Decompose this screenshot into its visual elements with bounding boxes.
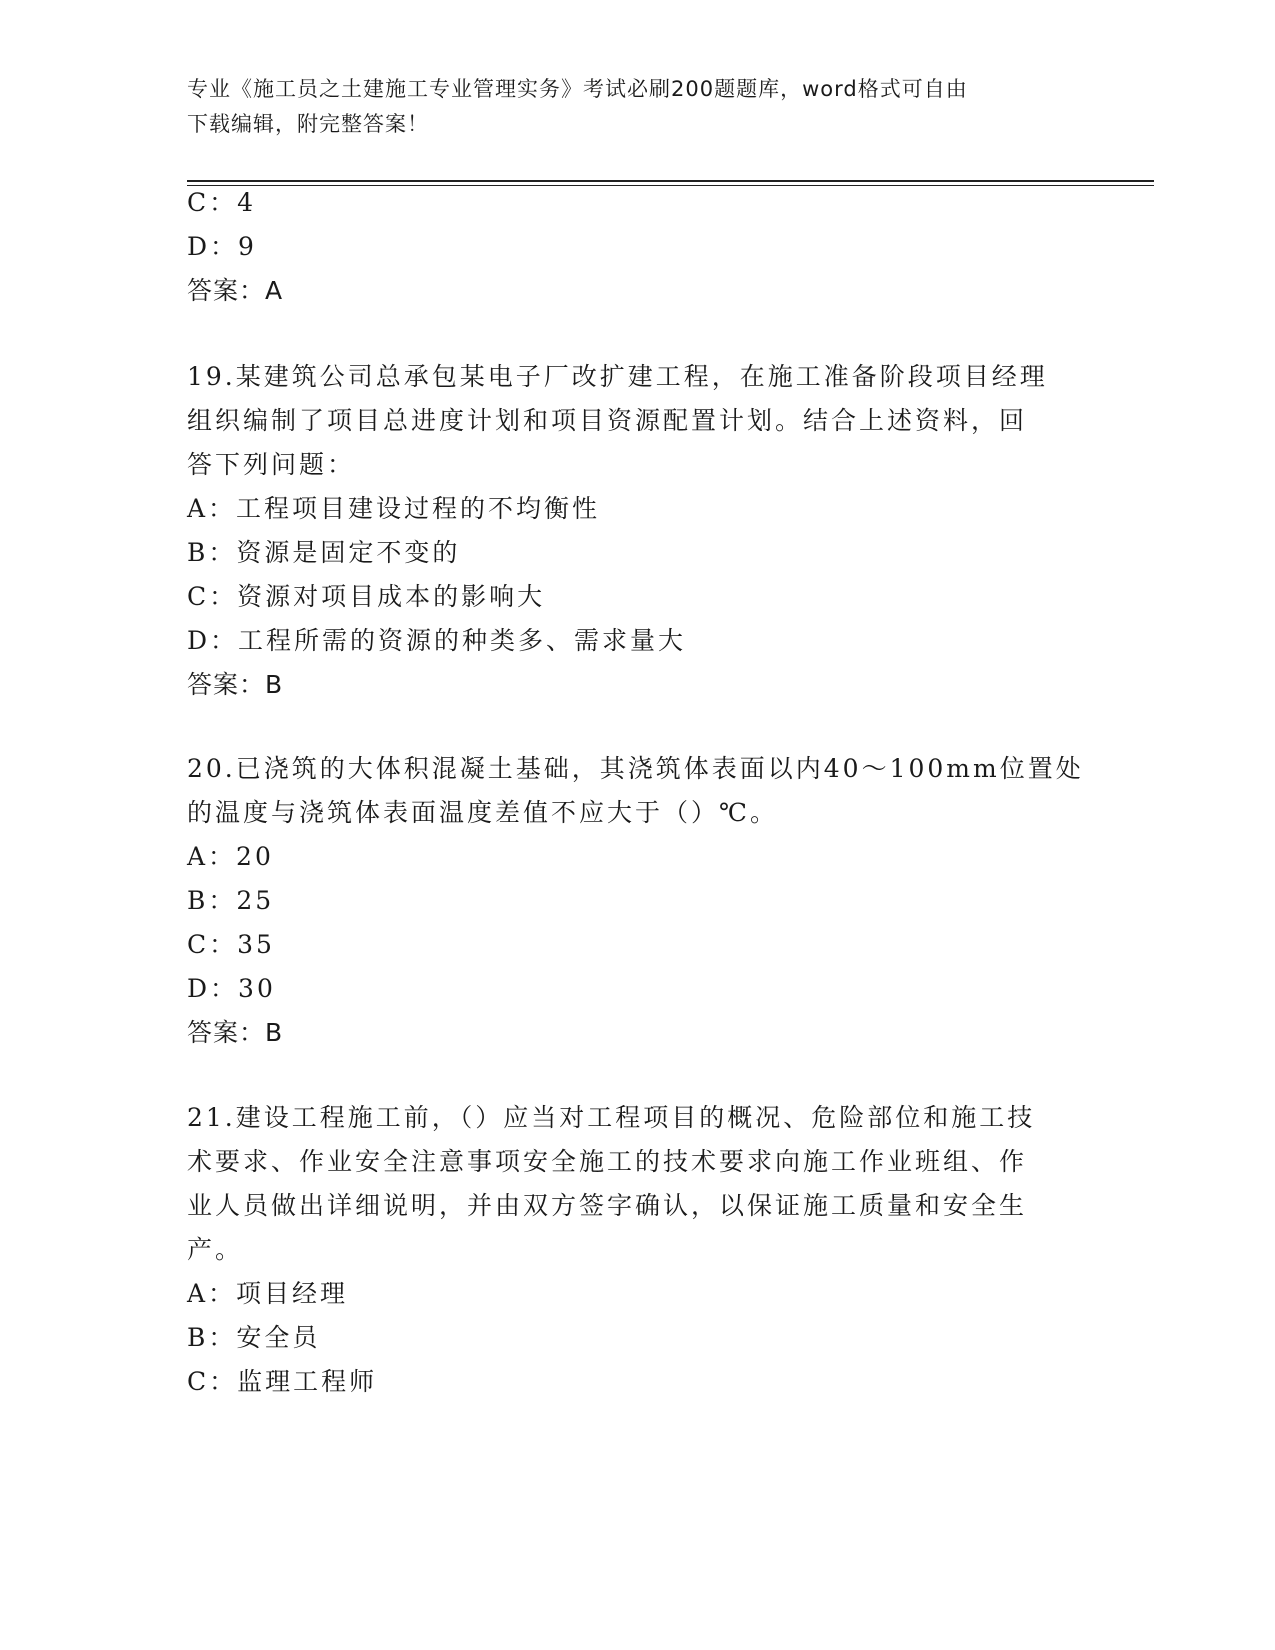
question-19-option-b: B：资源是固定不变的 bbox=[187, 538, 461, 567]
question-20-stem-line-2: 的温度与浇筑体表面温度差值不应大于（）℃。 bbox=[187, 798, 778, 827]
question-19-option-a: A：工程项目建设过程的不均衡性 bbox=[187, 494, 601, 523]
question-21-stem-line-3: 业人员做出详细说明，并由双方签字确认，以保证施工质量和安全生 bbox=[187, 1191, 1028, 1220]
question-19-option-c: C：资源对项目成本的影响大 bbox=[187, 582, 546, 611]
header-rule-thin bbox=[187, 185, 1154, 186]
question-19-stem-line-1: 19.某建筑公司总承包某电子厂改扩建工程，在施工准备阶段项目经理 bbox=[187, 362, 1048, 391]
question-19-option-d: D：工程所需的资源的种类多、需求量大 bbox=[187, 626, 687, 655]
question-20-stem-line-1: 20.已浇筑的大体积混凝土基础，其浇筑体表面以内40～100mm位置处 bbox=[187, 754, 1084, 783]
answer: 答案：A bbox=[187, 276, 284, 305]
document-header bbox=[187, 72, 1087, 142]
question-21-option-a: A：项目经理 bbox=[187, 1279, 349, 1308]
header-line-1: 专业《施工员之土建施工专业管理实务》考试必刷200题题库，word格式可自由 bbox=[187, 77, 968, 101]
question-20-option-d: D：30 bbox=[187, 974, 276, 1003]
option-c: C：4 bbox=[187, 188, 257, 217]
question-19-stem-line-3: 答下列问题： bbox=[187, 450, 356, 479]
question-20-option-b: B：25 bbox=[187, 886, 275, 915]
question-19-stem-line-2: 组织编制了项目总进度计划和项目资源配置计划。结合上述资料，回 bbox=[187, 406, 1028, 435]
question-21-stem-line-4: 产。 bbox=[187, 1235, 244, 1264]
question-21-option-c: C：监理工程师 bbox=[187, 1367, 378, 1396]
question-20-option-a: A：20 bbox=[187, 842, 274, 871]
question-21-option-b: B：安全员 bbox=[187, 1323, 321, 1352]
question-21-stem-line-1: 21.建设工程施工前，（）应当对工程项目的概况、危险部位和施工技 bbox=[187, 1103, 1036, 1132]
header-rule-thick bbox=[187, 180, 1154, 182]
question-21-stem-line-2: 术要求、作业安全注意事项安全施工的技术要求向施工作业班组、作 bbox=[187, 1147, 1028, 1176]
question-20-answer: 答案：B bbox=[187, 1018, 284, 1047]
question-20-option-c: C：35 bbox=[187, 930, 275, 959]
question-19-answer: 答案：B bbox=[187, 670, 284, 699]
option-d: D：9 bbox=[187, 232, 257, 261]
header-line-2: 下载编辑，附完整答案！ bbox=[187, 112, 429, 136]
